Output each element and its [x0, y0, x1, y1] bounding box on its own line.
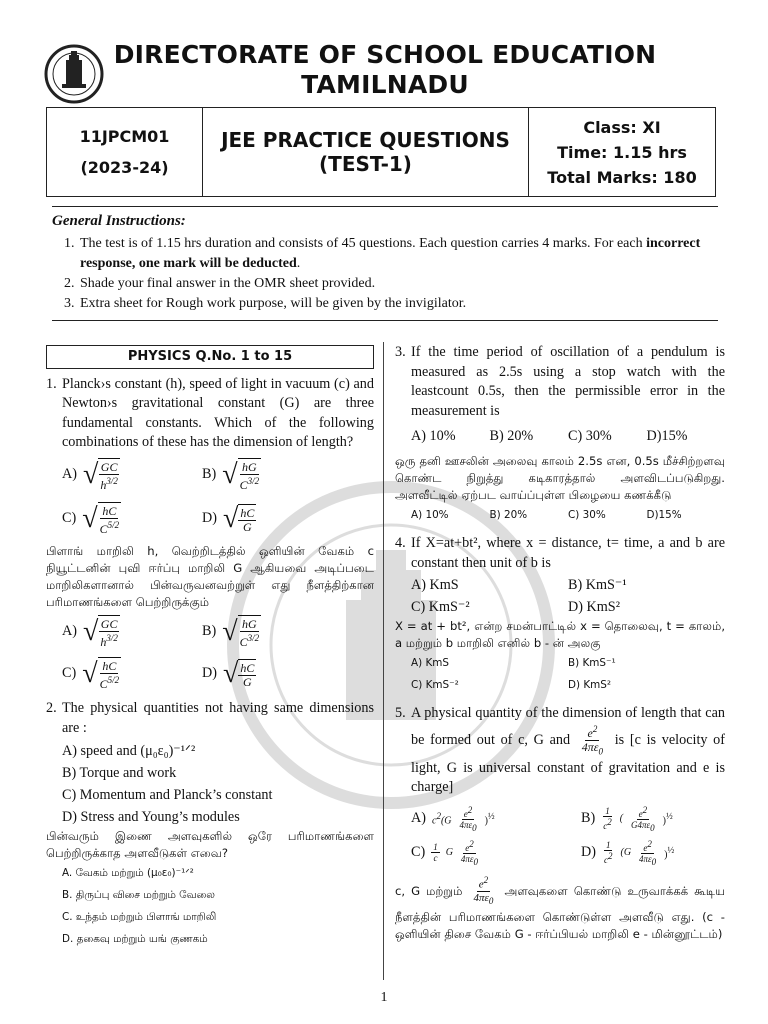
marks-label: Total Marks: 180: [547, 167, 697, 187]
instructions-heading: General Instructions:: [52, 213, 186, 229]
question-3: 3. If the time period of oscillation of a pendulum is measured as 2.5s using a stop watch with the leastcount 0.5s, then the permissible error in the measurement is: [395, 344, 725, 419]
q3-ta-option-a: A) 10%: [411, 509, 449, 522]
question-4: 4. If X=at+bt², where x = distance, t= time, a and b are constant then unit of b is: [395, 535, 725, 571]
title-line-1: DIRECTORATE OF SCHOOL EDUCATION: [113, 40, 657, 69]
q3-option-a: A) 10%: [411, 428, 456, 445]
instruction-1: 1. The test is of 1.15 hrs duration and consists of 45 questions. Each question carries 4 marks. For each incorrect response, one mark will be deducted.: [78, 234, 718, 274]
test-number: (TEST-1): [319, 152, 412, 176]
test-title: JEE PRACTICE QUESTIONS: [221, 128, 510, 152]
q2-ta-option-d: D. தகைவு மற்றும் யங் குணகம்: [62, 933, 208, 946]
q2-option-b: B) Torque and work: [62, 765, 177, 782]
q3-tamil: ஒரு தனி ஊசலின் அலைவு காலம் 2.5s என, 0.5s மீச்சிற்றளவு கொண்ட நிறுத்து கடிகாரத்தால் அளவிடப்படுகிறது. அளவீட்டில் ஏற்பட வாய்ப்புள்ள பிழையை கணக்கீடு: [395, 454, 725, 503]
q4-ta-option-d: D) KmS²: [568, 678, 612, 691]
q4-options-en: [395, 574, 725, 618]
instruction-3: 3. Extra sheet for Rough work purpose, will be given by the invigilator.: [78, 294, 718, 314]
test-title-cell: [203, 108, 529, 196]
q4-ta-option-a: A) KmS: [411, 656, 449, 669]
right-column: [395, 343, 725, 943]
q3-options-en: [395, 425, 725, 447]
title-line-2: TAMILNADU: [301, 70, 469, 99]
q1-options-en: A) √ $\frac{GC}{h^{3/2}}$ B) √ $\frac{hG}{C^{3/2}}$ C) √ $\frac{hC}{C^{5/2}}$ D) √ $\frac{hC}{G}$: [62, 458, 260, 536]
left-column: [46, 345, 374, 950]
q3-options-ta: [395, 504, 725, 526]
q4-option-d: D) KmS²: [568, 598, 620, 615]
q2-option-d: D) Stress and Young’s modules: [62, 809, 240, 826]
question-1: 1. Planck›s constant (h), speed of light in vacuum (c) and Newton›s gravitational constant (G) are three fundamental constants. Which of the following combinations of these has the dimension of length?: [46, 375, 374, 451]
q4-ta-option-b: B) KmS⁻¹: [568, 656, 616, 669]
q5-tamil: c, G மற்றும் $\frac{e^2}{4\pi\varepsilon_0}$ அளவுகளை கொண்டு உருவாக்கக் கூடிய நீளத்தின் பரிமாணங்களை கொண்டுள்ள அளவீடு எது. (c - ஒளியின் திசை வேகம் G - ஈர்ப்பியல் மாறிலி e - மின்னூட்டம்): [395, 874, 726, 941]
q5-options: A) $c^2(G$ $\frac{e^2}{4\pi\varepsilon_0}$ )$^{\frac{1}{2}}$ B) $\frac{1}{c^2}$ ( $\frac{e^2}{G4\pi\varepsilon_0}$ )$^{\frac{1}{2}}$ C) $\frac{1}{c}$ G $\frac{e^2}{4\pi\varepsilon_0}$ D) $\frac{1}{c^2}$ (G $\frac{e^2}{4\pi\varepsilon_0}$ )$^{\frac{1}{2}}$: [411, 804, 675, 867]
question-5: 5. A physical quantity of the dimension of length that can be formed out of c, G and $\frac{e^2}{4\pi\varepsilon_0}$ is [c is velocity of light, G is universal constant of gravitation and e is charge]: [395, 704, 725, 796]
tamilnadu-emblem-logo: [44, 44, 104, 104]
q3-option-b: B) 20%: [489, 428, 534, 445]
q1-tamil: பிளாங் மாறிலி h, வெற்றிடத்தில் ஒளியின் வேகம் c நியூட்டனின் புவி ஈர்ப்பு மாறிலி G ஆகியவை அடிப்படை மாறிலிகளானால் பின்வருவனவற்றுள் எது நீளத்திற்கான பரிமாணங்களை பெற்றிருக்கும்: [46, 543, 374, 609]
q4-options-ta: [395, 652, 725, 696]
q4-ta-option-c: C) KmS⁻²: [411, 678, 459, 691]
test-code-cell: [47, 108, 203, 196]
academic-year: (2023-24): [80, 158, 169, 177]
q2-option-a: A) speed and (μ₀ε₀)⁻¹ᐟ²: [62, 743, 196, 760]
q4-option-c: C) KmS⁻²: [411, 598, 470, 615]
q3-option-d: D)15%: [646, 428, 688, 445]
q2-options-ta: [46, 862, 374, 950]
class-label: Class: XI: [583, 117, 661, 137]
time-label: Time: 1.15 hrs: [557, 142, 687, 162]
q3-ta-option-d: D)15%: [646, 509, 682, 522]
q3-option-c: C) 30%: [568, 428, 612, 445]
q2-tamil: பின்வரும் இணை அளவுகளில் ஒரே பரிமாணங்களை பெற்றிருக்காத அளவீடுகள் எவை?: [46, 829, 374, 861]
header-info-box: [46, 107, 716, 197]
page-number: 1: [380, 990, 388, 1005]
instruction-2: 2. Shade your final answer in the OMR sheet provided.: [78, 274, 718, 294]
q1-options-ta: A) √ $\frac{GC}{h^{3/2}}$ B) √ $\frac{hG}{C^{3/2}}$ C) √ $\frac{hC}{C^{5/2}}$ D) √ $\frac{hC}{G}$: [62, 615, 260, 691]
test-code: 11JPCM01: [79, 127, 170, 146]
q2-ta-option-a: A. வேகம் மற்றும் (μ₀ε₀)⁻¹ᐟ²: [62, 867, 194, 880]
general-instructions: [52, 206, 718, 321]
q2-options-en: [46, 740, 374, 828]
q4-option-b: B) KmS⁻¹: [568, 576, 627, 593]
q3-ta-option-b: B) 20%: [489, 509, 528, 522]
question-2: 2. The physical quantities not having same dimensions are :: [46, 699, 374, 736]
q4-tamil: X = at + bt², என்ற சமன்பாட்டில் x = தொலைவு, t = காலம், a மற்றும் b மாறிலி எனில் b - ன் அலகு: [395, 618, 725, 650]
q2-ta-option-b: B. திருப்பு விசை மற்றும் வேலை: [62, 889, 215, 902]
q2-option-c: C) Momentum and Planck’s constant: [62, 787, 273, 804]
q2-ta-option-c: C. உந்தம் மற்றும் பிளாங் மாறிலி: [62, 911, 217, 924]
test-meta-cell: [529, 108, 715, 196]
q4-option-a: A) KmS: [411, 576, 459, 593]
section-heading: PHYSICS Q.No. 1 to 15: [46, 345, 374, 369]
q3-ta-option-c: C) 30%: [568, 509, 606, 522]
column-divider: [383, 342, 384, 980]
